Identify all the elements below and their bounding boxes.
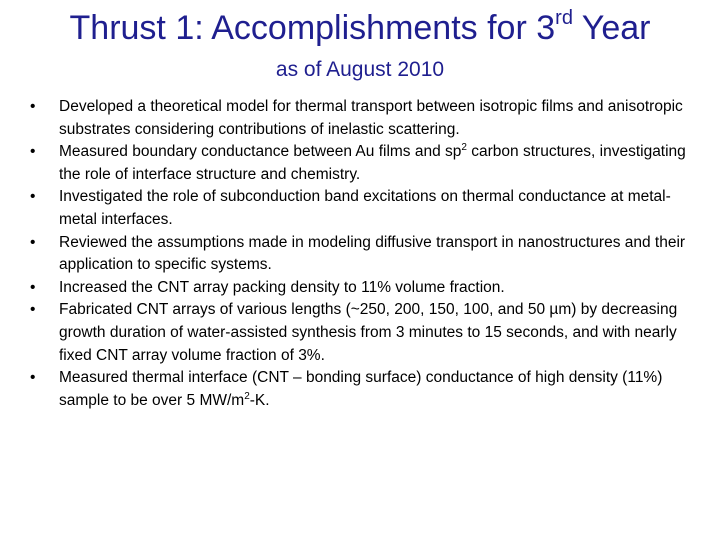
bullet-icon: • [30, 369, 36, 387]
bullet-text-main: Fabricated CNT arrays of various lengths (~250, 200, 150, 100, and 50 µm) by decreasing growth duration of water-assisted synthesis from 3 minutes to 15 seconds, and with nearly fixed CNT array volume fraction of 3%. [59, 301, 678, 364]
bullet-item [30, 141, 702, 186]
bullet-text-main: Measured thermal interface (CNT – bonding surface) conductance of high density (11%) sample to be over 5 MW/m [59, 369, 663, 409]
bullet-text [59, 143, 686, 183]
slide-title [0, 6, 720, 50]
bullet-text-main: Reviewed the assumptions made in modeling diffusive transport in nanostructures and their application to specific systems. [59, 233, 686, 274]
bullet-text-main: Investigated the role of subconduction band excitations on thermal conductance at metal-metal interfaces. [59, 188, 671, 228]
bullet-icon: • [30, 301, 36, 319]
bullet-icon: • [30, 143, 36, 161]
bullet-item [30, 299, 702, 367]
bullet-text [59, 234, 685, 274]
bullet-text-main: Increased the CNT array packing density to 11% volume fraction. [59, 278, 505, 296]
slide-title-prefix: Thrust 1: Accomplishments for 3 [69, 9, 556, 47]
bullet-list [30, 96, 702, 412]
bullet-text-main: Measured boundary conductance between Au films and sp [59, 143, 462, 161]
bullet-icon: • [30, 98, 36, 115]
bullet-text-tail: -K. [249, 391, 270, 409]
bullet-icon: • [30, 188, 36, 206]
bullet-item [30, 367, 702, 412]
bullet-text [59, 301, 677, 363]
bullet-item [30, 186, 702, 231]
bullet-text-superscript: 2 [461, 142, 467, 154]
bullet-text-superscript: 2 [244, 390, 250, 402]
bullet-text [59, 279, 505, 296]
bullet-text [59, 98, 683, 138]
bullet-item [30, 277, 702, 300]
bullet-item [30, 232, 702, 277]
bullet-text-main: Developed a theoretical model for thermal transport between isotropic films and anisotropic substrates considering contributions of inelastic scattering. [59, 98, 683, 138]
bullet-icon: • [30, 233, 36, 251]
bullet-text-tail: carbon structures, investigating the role of interface structure and chemistry. [59, 143, 686, 183]
slide-title-superscript: rd [555, 7, 573, 29]
slide-title-suffix: Year [572, 9, 651, 47]
slide-subtitle: as of August 2010 [275, 58, 445, 81]
bullet-text [59, 369, 662, 409]
bullet-text [59, 188, 671, 228]
bullet-item [30, 96, 702, 141]
bullet-icon: • [30, 278, 36, 296]
